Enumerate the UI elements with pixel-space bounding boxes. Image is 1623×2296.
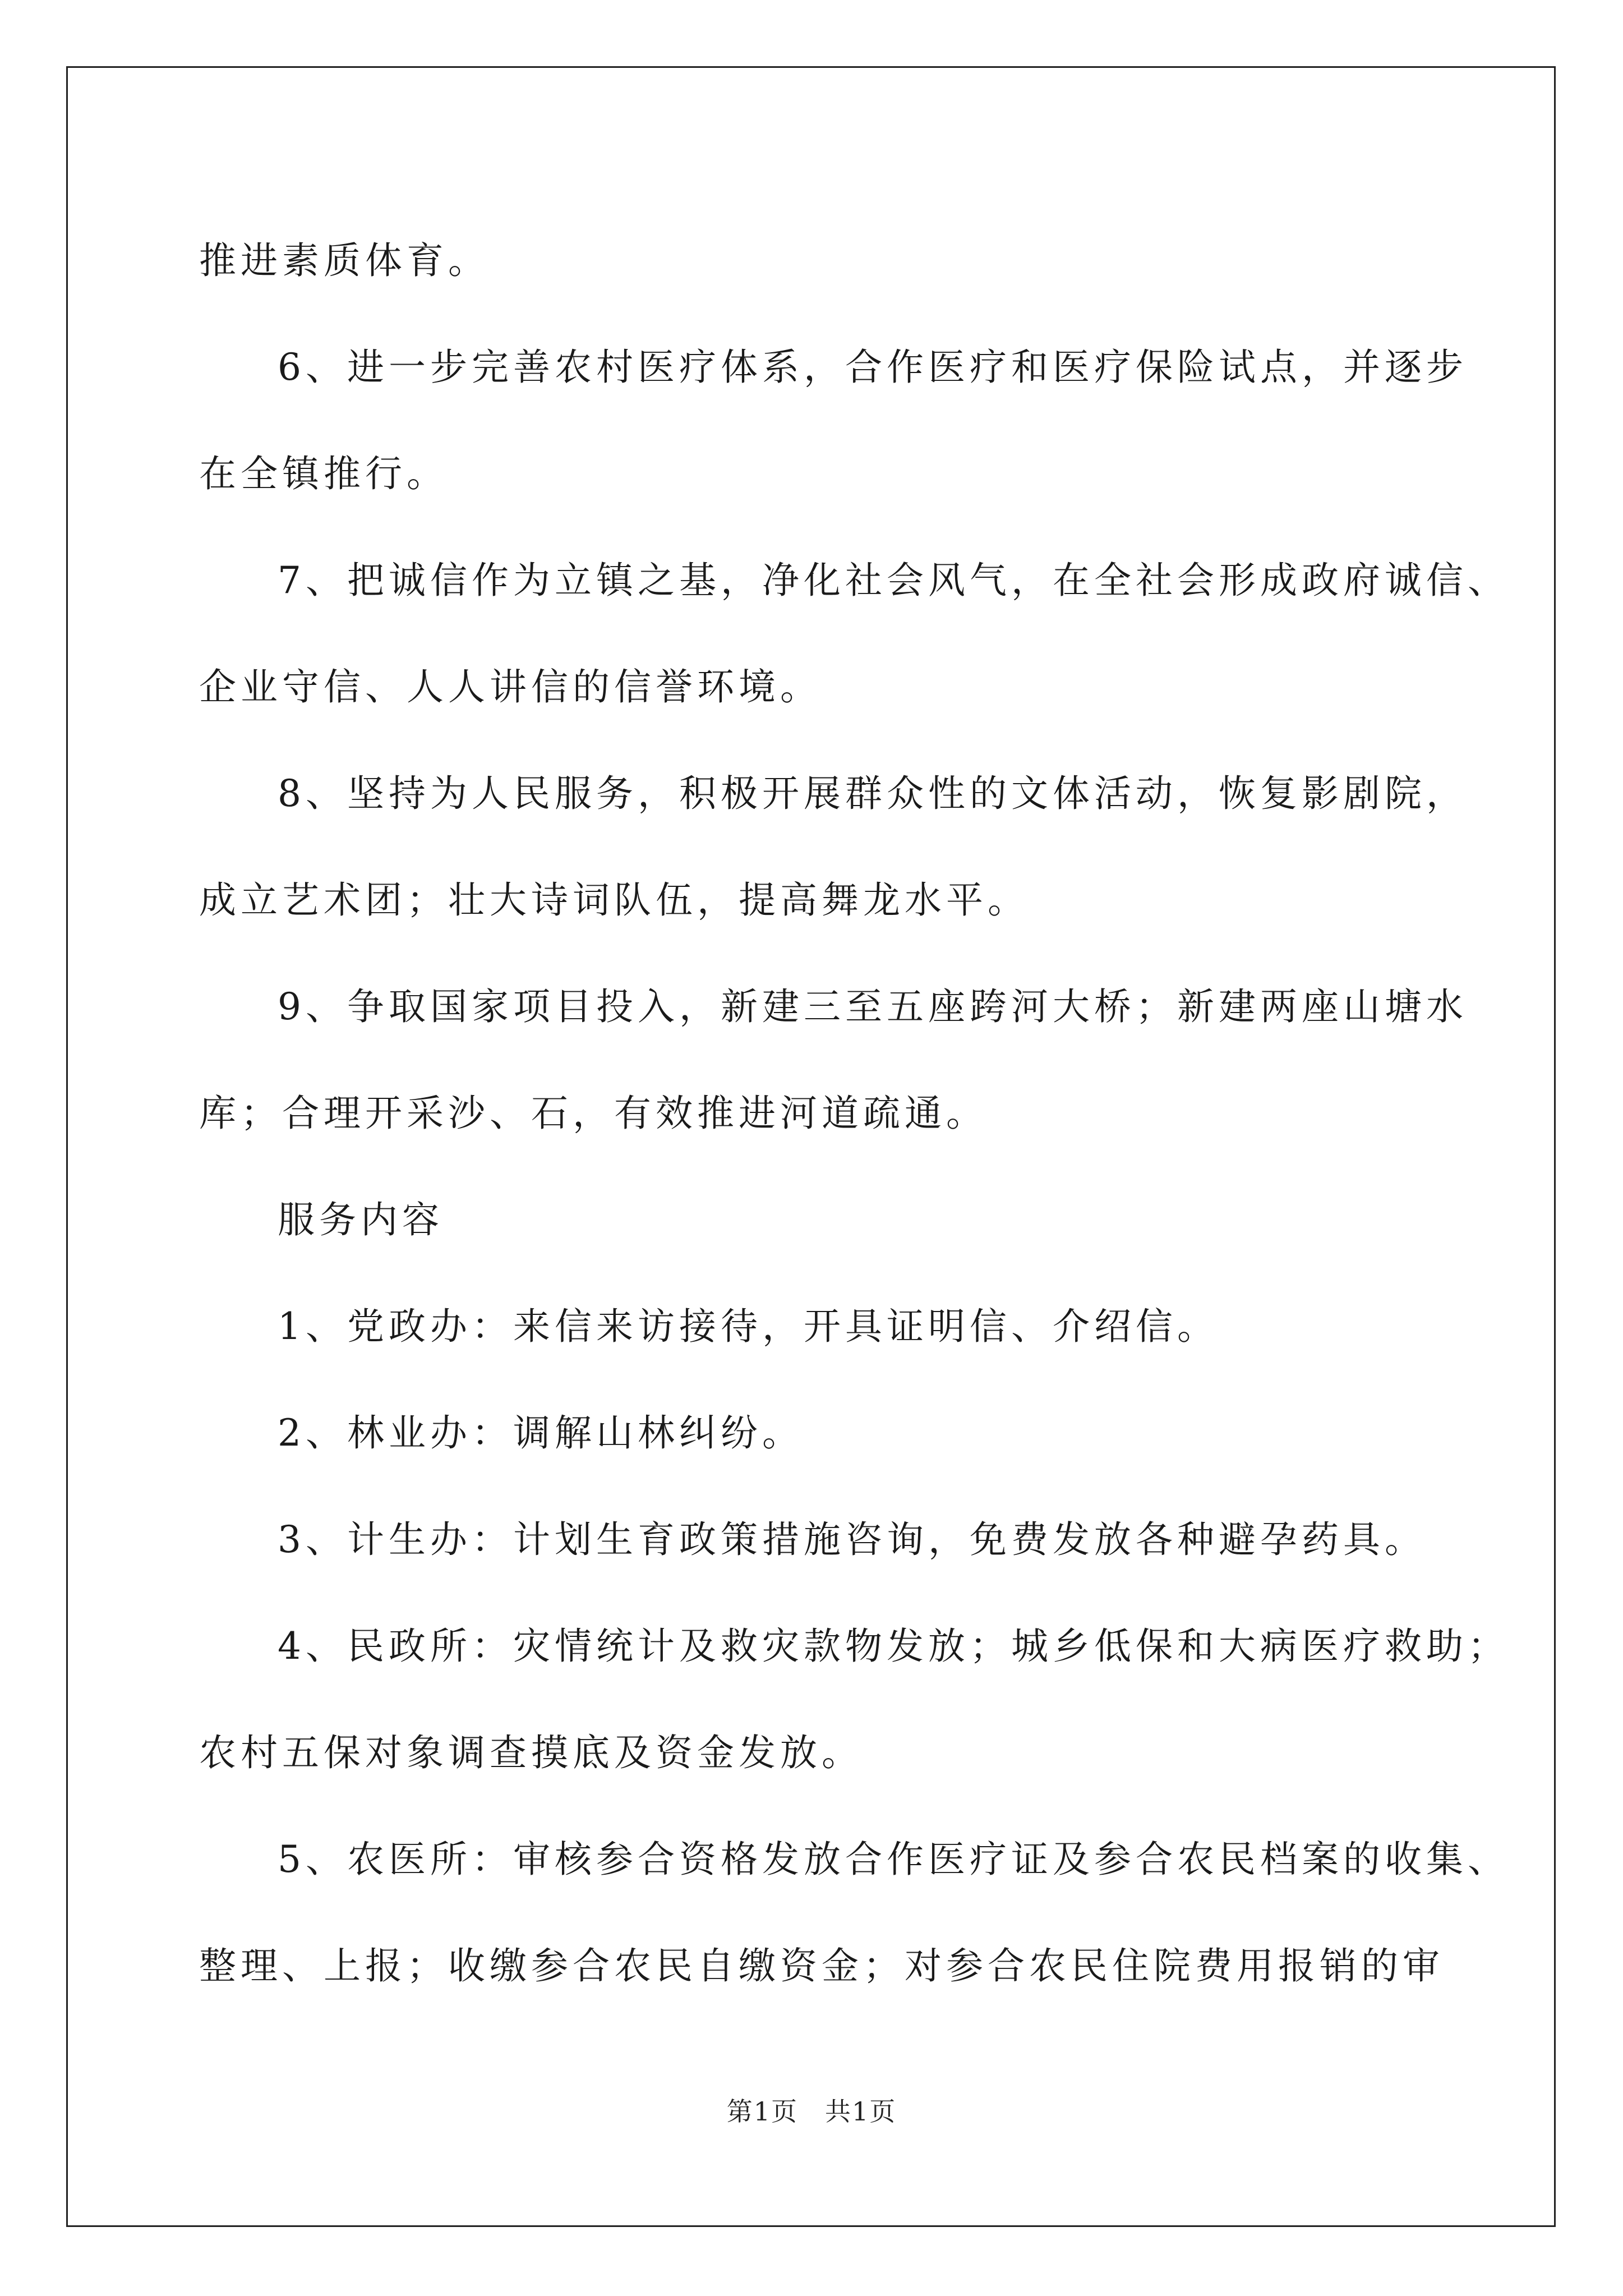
text-line: 2、林业办：调解山林纠纷。 [278, 1411, 804, 1455]
text-line: 8、坚持为人民服务，积极开展群众性的文体活动，恢复影剧院， [278, 772, 1468, 815]
text-line: 企业守信、人人讲信的信誉环境。 [199, 665, 822, 708]
text-line: 农村五保对象调查摸底及资金发放。 [199, 1731, 863, 1774]
text-line: 成立艺术团；壮大诗词队伍，提高舞龙水平。 [199, 878, 1029, 922]
section-heading: 服务内容 [278, 1198, 444, 1241]
document-body [199, 208, 1509, 2019]
page-footer: 第1页 共1页 [726, 2096, 897, 2127]
text-line: 整理、上报；收缴参合农民自缴资金；对参合农民住院费用报销的审 [199, 1944, 1444, 1987]
text-line: 7、把诚信作为立镇之基，净化社会风气，在全社会形成政府诚信、 [278, 559, 1509, 602]
text-line: 在全镇推行。 [199, 452, 448, 495]
text-line: 推进素质体育。 [199, 239, 490, 282]
text-line: 3、计生办：计划生育政策措施咨询，免费发放各种避孕药具。 [278, 1518, 1426, 1561]
text-line: 9、争取国家项目投入，新建三至五座跨河大桥；新建两座山塘水 [278, 985, 1468, 1028]
text-line: 4、民政所：灾情统计及救灾款物发放；城乡低保和大病医疗救助； [278, 1625, 1509, 1668]
text-line: 1、党政办：来信来访接待，开具证明信、介绍信。 [278, 1305, 1219, 1348]
text-line: 6、进一步完善农村医疗体系，合作医疗和医疗保险试点，并逐步 [278, 346, 1468, 389]
text-line: 库；合理开采沙、石，有效推进河道疏通。 [199, 1092, 988, 1135]
text-line: 5、农医所：审核参合资格发放合作医疗证及参合农民档案的收集、 [278, 1838, 1509, 1881]
